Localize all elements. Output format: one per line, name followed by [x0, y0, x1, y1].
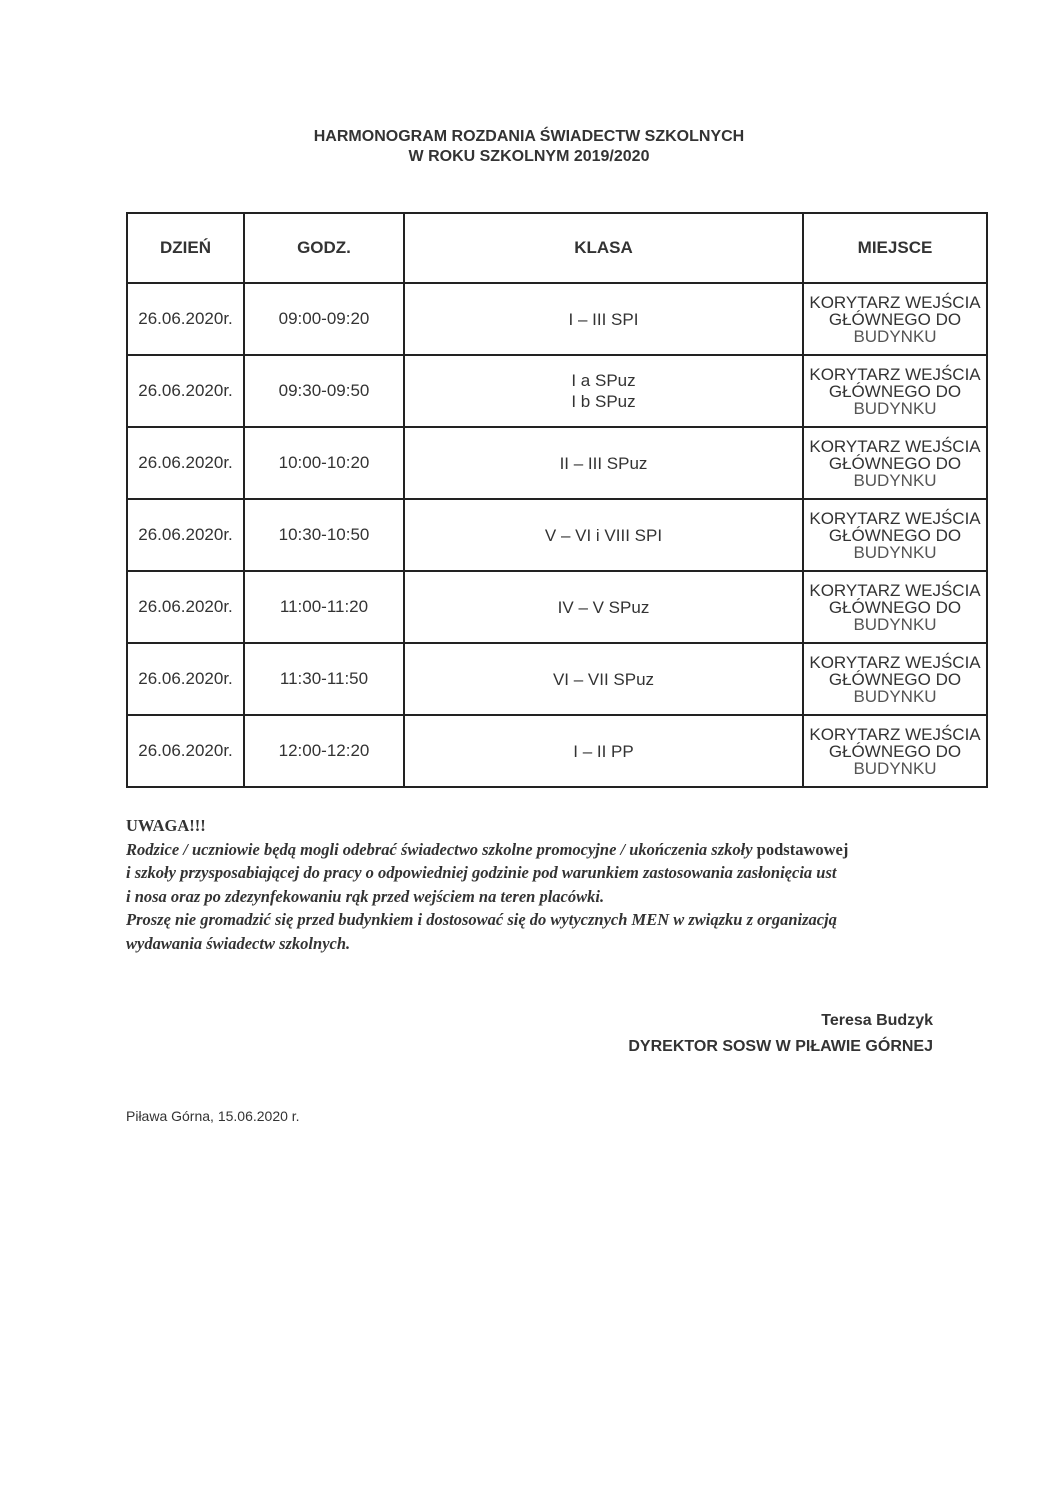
table-header-row — [127, 213, 987, 283]
cell-class — [404, 715, 803, 787]
table-row — [127, 499, 987, 571]
cell-place — [803, 643, 987, 715]
place-line: KORYTARZ WEJŚCIA — [809, 652, 981, 672]
class-line: IV – V SPuz — [557, 597, 650, 617]
cell-class — [404, 427, 803, 499]
notice-line-5: wydawania świadectw szkolnych. — [126, 933, 351, 953]
place-line: BUDYNKU — [853, 542, 937, 562]
class-line: I – III SPI — [568, 309, 639, 329]
cell-time: 11:00-11:20 — [244, 571, 404, 643]
cell-place — [803, 715, 987, 787]
class-line: I – II PP — [573, 741, 634, 761]
header-place: MIEJSCE — [803, 213, 987, 283]
title-line-1: HARMONOGRAM ROZDANIA ŚWIADECTW SZKOLNYCH — [313, 128, 745, 145]
class-line: V – VI i VIII SPI — [544, 525, 663, 545]
class-line: I b SPuz — [571, 392, 636, 411]
place-line: GŁÓWNEGO DO — [828, 525, 962, 545]
class-line: I a SPuz — [571, 371, 636, 390]
cell-place — [803, 283, 987, 355]
table-row — [127, 715, 987, 787]
place-line: GŁÓWNEGO DO — [828, 381, 962, 401]
table-row — [127, 643, 987, 715]
place-line: GŁÓWNEGO DO — [828, 453, 962, 473]
cell-place — [803, 571, 987, 643]
place-line: GŁÓWNEGO DO — [828, 309, 962, 329]
signature — [628, 1008, 933, 1060]
notice-body — [126, 838, 946, 956]
cell-place — [803, 355, 987, 427]
cell-day: 26.06.2020r. — [127, 427, 244, 499]
cell-time: 10:00-10:20 — [244, 427, 404, 499]
table-row — [127, 571, 987, 643]
cell-class — [404, 355, 803, 427]
notice-line-1 — [126, 838, 946, 862]
place-line: KORYTARZ WEJŚCIA — [809, 580, 981, 600]
notice-heading: UWAGA!!! — [126, 816, 206, 835]
cell-time: 09:30-09:50 — [244, 355, 404, 427]
place-line: GŁÓWNEGO DO — [828, 597, 962, 617]
place-line: KORYTARZ WEJŚCIA — [809, 292, 981, 312]
header-class: KLASA — [404, 213, 803, 283]
cell-time: 11:30-11:50 — [244, 643, 404, 715]
notice-line-1-plain: podstawowej — [752, 839, 849, 859]
place-line: BUDYNKU — [853, 398, 937, 418]
place-line: BUDYNKU — [853, 326, 937, 346]
place-line: GŁÓWNEGO DO — [828, 741, 962, 761]
notice-line-1-italic: Rodzice / uczniowie będą mogli odebrać świadectwo szkolne promocyjne / ukończenia szkoły — [126, 839, 753, 859]
place-line: BUDYNKU — [853, 686, 937, 706]
place-line: GŁÓWNEGO DO — [828, 669, 962, 689]
notice-line-2: i szkoły przysposabiającej do pracy o odpowiedniej godzinie pod warunkiem zastosowania zasłonięcia ust — [126, 863, 837, 882]
cell-day: 26.06.2020r. — [127, 283, 244, 355]
place-line: KORYTARZ WEJŚCIA — [809, 724, 981, 744]
cell-day: 26.06.2020r. — [127, 355, 244, 427]
place-line: KORYTARZ WEJŚCIA — [809, 364, 981, 384]
cell-class — [404, 283, 803, 355]
cell-place — [803, 499, 987, 571]
header-time: GODZ. — [244, 213, 404, 283]
table-row — [127, 355, 987, 427]
cell-day: 26.06.2020r. — [127, 643, 244, 715]
cell-day: 26.06.2020r. — [127, 715, 244, 787]
cell-class — [404, 571, 803, 643]
cell-place — [803, 427, 987, 499]
place-line: BUDYNKU — [853, 614, 937, 634]
table-row — [127, 427, 987, 499]
place-line: BUDYNKU — [853, 470, 937, 490]
cell-day: 26.06.2020r. — [127, 571, 244, 643]
schedule-table — [126, 212, 988, 788]
document-title — [0, 127, 1058, 167]
cell-time: 10:30-10:50 — [244, 499, 404, 571]
place-line: KORYTARZ WEJŚCIA — [809, 508, 981, 528]
notice — [126, 814, 946, 955]
table-row — [127, 283, 987, 355]
signature-name: Teresa Budzyk — [821, 1012, 933, 1029]
class-line: VI – VII SPuz — [552, 669, 655, 689]
place-line: BUDYNKU — [853, 758, 937, 778]
cell-time: 12:00-12:20 — [244, 715, 404, 787]
cell-class — [404, 643, 803, 715]
place-and-date: Piława Górna, 15.06.2020 r. — [126, 1108, 300, 1124]
place-line: KORYTARZ WEJŚCIA — [809, 436, 981, 456]
signature-role: DYREKTOR SOSW W PIŁAWIE GÓRNEJ — [628, 1038, 933, 1055]
cell-class — [404, 499, 803, 571]
notice-line-3: i nosa oraz po zdezynfekowaniu rąk przed wejściem na teren placówki. — [126, 886, 605, 906]
header-day: DZIEŃ — [127, 213, 244, 283]
notice-line-4: Proszę nie gromadzić się przed budynkiem i dostosować się do wytycznych MEN w związku z organizacją — [126, 910, 837, 929]
cell-day: 26.06.2020r. — [127, 499, 244, 571]
class-line: II – III SPuz — [559, 453, 648, 473]
title-line-2: W ROKU SZKOLNYM 2019/2020 — [408, 148, 650, 165]
cell-time: 09:00-09:20 — [244, 283, 404, 355]
